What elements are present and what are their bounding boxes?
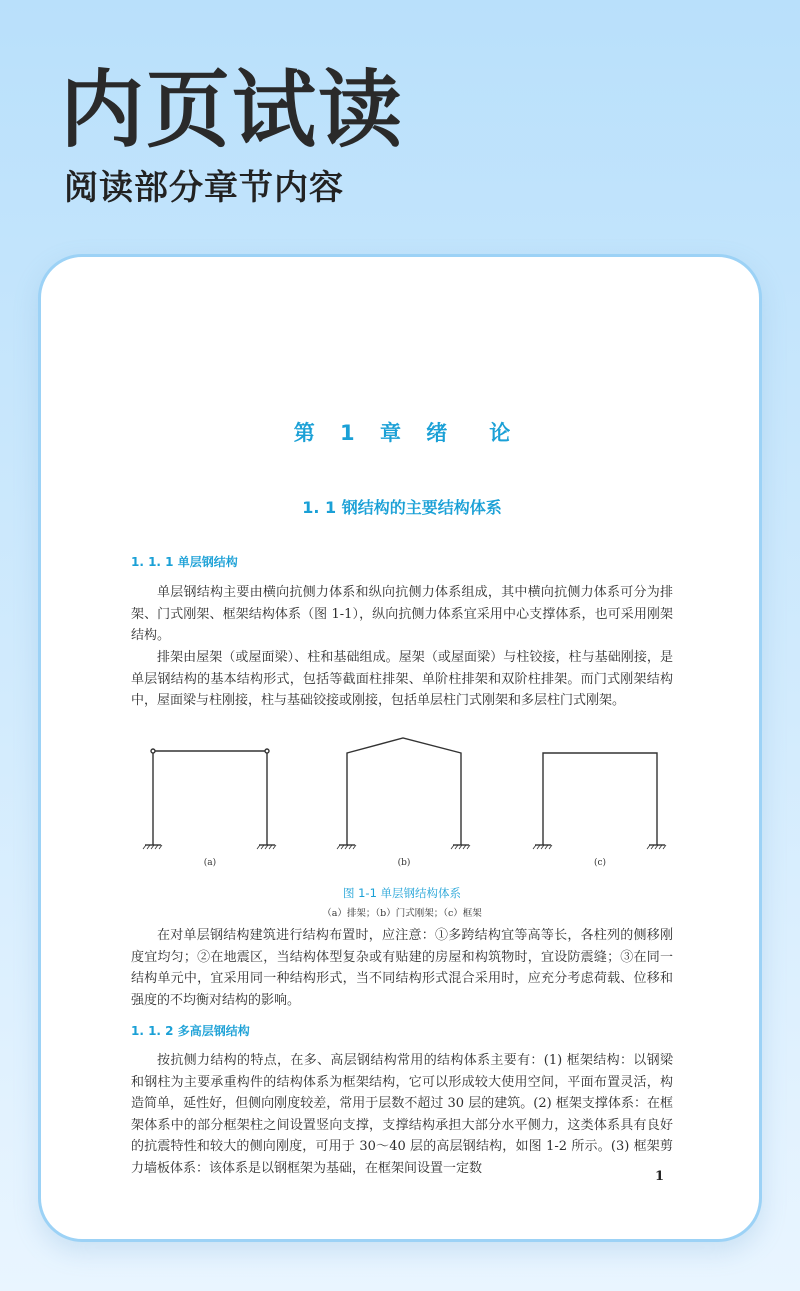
- paragraph-4: 按抗侧力结构的特点，在多、高层钢结构常用的结构体系主要有：(1) 框架结构：以钢梁和钢柱为主要承重构件的结构体系为框架结构，它可以形成较大使用空间，平面布置灵活，构造简单，延性好，但侧向刚度较差，常用于层数不超过 30 层的建筑。(2) 框架支撑体系：在框架体系中的部分框架柱之间设置竖向支撑，支撑结构承担大部分水平侧力，这类体系具有良好的抗震特性和较大的侧向刚度，可用于 30～40 层的高层钢结构，如图 1-2 所示。(3) 框架剪力墙板体系：该体系是以钢框架为基础，在框架间设置一定数: [131, 1053, 673, 1176]
- paragraph-3: 在对单层钢结构建筑进行结构布置时，应注意：①多跨结构宜等高等长，各柱列的侧移刚度宜均匀；②在地震区，当结构体型复杂或有贴建的房屋和构筑物时，宜设防震缝；③在同一结构单元中，宜采用同一种结构形式，当不同结构形式混合采用时，应充分考虑荷载、位移和强度的不均衡对结构的影响。: [131, 928, 673, 1008]
- label-a: (a): [203, 858, 217, 868]
- frame-diagrams: [131, 735, 673, 875]
- chapter-title: 第 1 章 绪 论: [293, 421, 511, 445]
- page-number: 1: [655, 1169, 665, 1184]
- book-page: [131, 257, 673, 1239]
- section-title: 1. 1 钢结构的主要结构体系: [302, 498, 502, 517]
- preview-card: [38, 254, 762, 1242]
- label-b: (b): [397, 858, 411, 868]
- banner-title: 内页试读: [60, 61, 405, 159]
- bent-frame-diagram: [143, 749, 276, 849]
- figure-caption: 图 1-1 单层钢结构体系: [342, 886, 462, 900]
- subsection-heading-multi-story: 1. 1. 2 多高层钢结构: [131, 1024, 250, 1038]
- paragraph-1: 单层钢结构主要由横向抗侧力体系和纵向抗侧力体系组成，其中横向抗侧力体系可分为排架、门式刚架、框架结构体系（图 1-1），纵向抗侧力体系宜采用中心支撑体系，也可采用刚架结构。: [131, 585, 673, 643]
- subsection-heading-single-story: 1. 1. 1 单层钢结构: [131, 555, 238, 569]
- banner-subtitle: 阅读部分章节内容: [64, 168, 344, 208]
- figure-1-1: [131, 735, 673, 919]
- rigid-frame-diagram: [533, 753, 666, 849]
- paragraph-2: 排架由屋架（或屋面梁）、柱和基础组成。屋架（或屋面梁）与柱铰接，柱与基础刚接，是单层钢结构的基本结构形式，包括等截面柱排架、单阶柱排架和双阶柱排架。而门式刚架结构中，屋面梁与柱刚接，柱与基础铰接或刚接，包括单层柱门式刚架和多层柱门式刚架。: [131, 650, 673, 708]
- label-c: (c): [593, 858, 607, 868]
- portal-frame-diagram: [337, 738, 470, 849]
- figure-subcaption: （a）排架；（b）门式刚架；（c）框架: [322, 908, 482, 919]
